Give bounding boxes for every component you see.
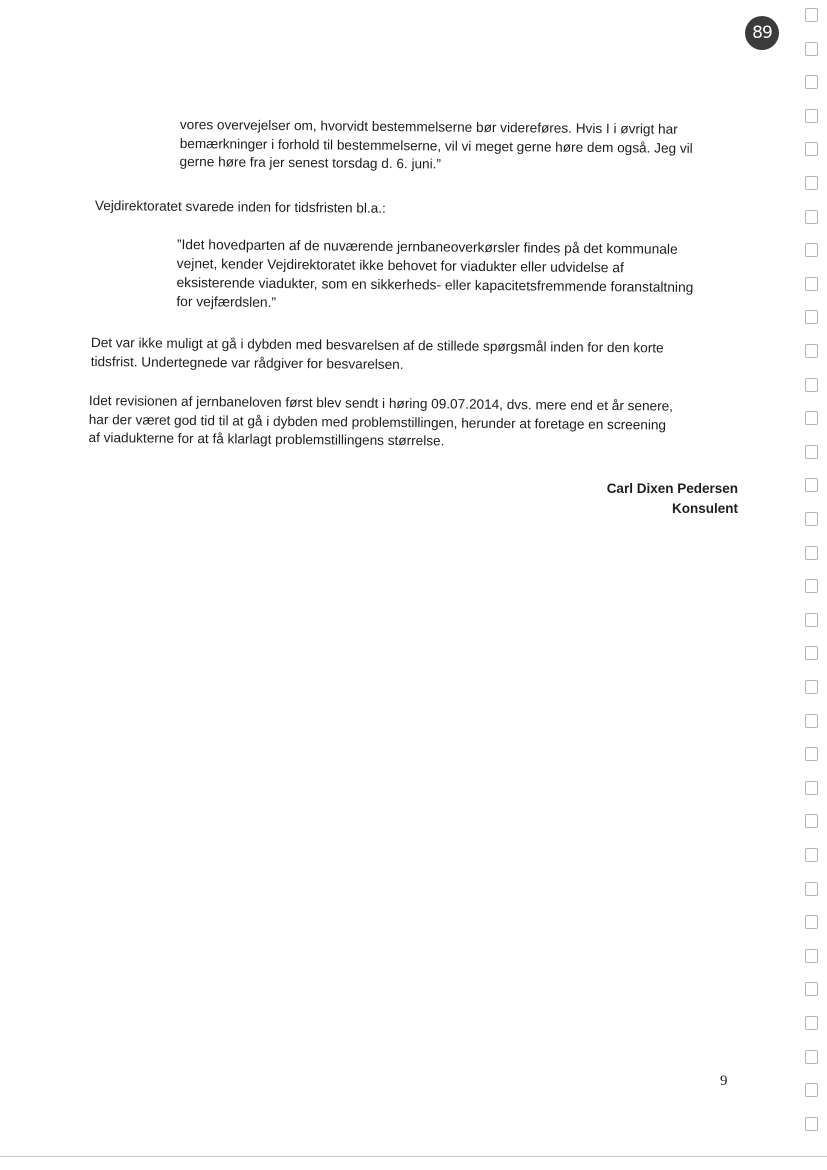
binder-hole-icon bbox=[805, 42, 818, 56]
binder-hole-icon bbox=[805, 747, 818, 761]
binder-hole-icon bbox=[805, 680, 818, 694]
binder-hole-icon bbox=[805, 378, 818, 392]
text-line: tidsfrist. Undertegnede var rådgiver for besvarelsen. bbox=[90, 353, 404, 372]
text-line: vores overvejelser om, hvorvidt bestemmelserne bør videreføres. Hvis I i øvrigt har bbox=[179, 116, 678, 137]
signature-title: Konsulent bbox=[672, 501, 738, 516]
text-line: ”Idet hovedparten af de nuværende jernbaneoverkørsler findes på det kommunale bbox=[176, 236, 678, 257]
page-stamp-badge bbox=[745, 16, 779, 50]
binder-hole-icon bbox=[805, 1117, 818, 1131]
binder-hole-icon bbox=[805, 310, 818, 324]
quoted-response bbox=[176, 235, 752, 317]
page-number: 9 bbox=[720, 1073, 728, 1089]
text-line: bemærkninger i forhold til bestemmelserne, vil vi meget gerne høre dem også. Jeg vil bbox=[179, 135, 693, 156]
binder-hole-icon bbox=[805, 344, 818, 358]
text-line: for vejfærdslen.” bbox=[176, 293, 277, 310]
paragraph-quote-continuation bbox=[179, 116, 750, 177]
binder-hole-icon bbox=[805, 1050, 818, 1064]
binder-hole-icon bbox=[805, 8, 818, 22]
signature-name: Carl Dixen Pedersen bbox=[606, 481, 738, 496]
binder-hole-icon bbox=[805, 982, 818, 996]
binder-hole-icon bbox=[805, 176, 818, 190]
paragraph-revision-note bbox=[88, 392, 739, 454]
binder-hole-icon bbox=[805, 579, 818, 593]
binder-hole-icon bbox=[805, 478, 818, 492]
text-line: gerne høre fra jer senest torsdag d. 6. juni.” bbox=[179, 153, 442, 172]
binder-hole-icon bbox=[805, 411, 818, 425]
binder-hole-icon bbox=[805, 75, 818, 89]
binder-hole-icon bbox=[805, 714, 818, 728]
binder-hole-icon bbox=[805, 512, 818, 526]
binder-hole-icon bbox=[805, 109, 818, 123]
text-line: vejnet, kender Vejdirektoratet ikke behovet for viadukter eller udvidelse af bbox=[176, 255, 624, 276]
binder-hole-icon bbox=[805, 277, 818, 291]
paragraph-response-intro bbox=[95, 197, 495, 219]
binder-hole-icon bbox=[805, 882, 818, 896]
signature-block bbox=[607, 479, 738, 519]
paragraph-deadline-note bbox=[91, 334, 726, 377]
binder-hole-icon bbox=[805, 546, 818, 560]
text-line: Idet revisionen af jernbaneloven først blev sendt i høring 09.07.2014, dvs. mere end et år senere, bbox=[88, 392, 674, 414]
text-line: eksisterende viadukter, som en sikkerheds- eller kapacitetsfremmende foranstaltning bbox=[176, 274, 694, 295]
text-line: Vejdirektoratet svarede inden for tidsfristen bl.a.: bbox=[94, 197, 386, 216]
binder-hole-icon bbox=[805, 445, 818, 459]
binder-hole-icon bbox=[805, 781, 818, 795]
binder-hole-icon bbox=[805, 915, 818, 929]
binder-hole-icon bbox=[805, 646, 818, 660]
binder-hole-icon bbox=[805, 613, 818, 627]
binder-hole-icon bbox=[805, 1016, 818, 1030]
text-line: har der været god tid til at gå i dybden med problemstillingen, herunder at foretage en screening bbox=[88, 411, 667, 433]
page-stamp-number: 89 bbox=[752, 23, 772, 43]
binder-hole-icon bbox=[805, 210, 818, 224]
text-line: Det var ikke muligt at gå i dybden med besvarelsen af de stillede spørgsmål inden for den korte bbox=[90, 334, 664, 356]
binder-hole-icon bbox=[805, 243, 818, 257]
bottom-divider bbox=[0, 1156, 827, 1157]
binder-hole-icon bbox=[805, 142, 818, 156]
binder-hole-icon bbox=[805, 1083, 818, 1097]
binder-hole-icon bbox=[805, 848, 818, 862]
binder-hole-icon bbox=[805, 814, 818, 828]
text-line: af viadukterne for at få klarlagt problemstillingens størrelse. bbox=[88, 429, 445, 449]
binder-hole-icon bbox=[805, 949, 818, 963]
